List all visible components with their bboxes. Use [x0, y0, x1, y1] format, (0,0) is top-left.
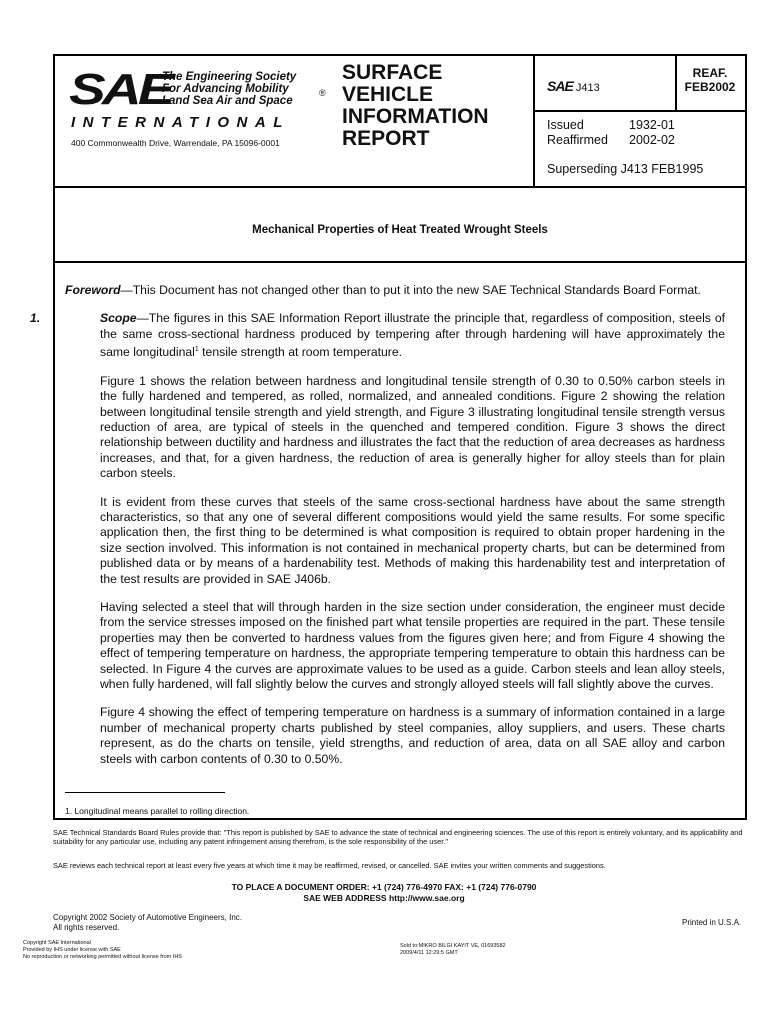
footnote-rule [65, 792, 225, 793]
doc-sae-logo: SAE [547, 78, 573, 94]
header-divider [533, 56, 535, 186]
rights-reserved: All rights reserved. [53, 923, 120, 932]
body-paragraph: It is evident from these curves that steels of the same cross-sectional hardness have about the same strength characteristics, so that any one of several different compositions would yield the same results. For some specific application then, the first thing to be determined is what composition is required to obtain proper hardening in the size section involved. This information is not contained in mechanical property charts, but can be determined from published data or by means of a hardenability test. Methods of making this hardenability test and interpretation of the test results are provided in SAE J406b. [100, 494, 725, 586]
issued-value: 1932-01 [629, 118, 675, 132]
superseding-note: Superseding J413 FEB1995 [547, 162, 704, 176]
foreword-label: Foreword [65, 283, 121, 297]
registered-mark: ® [319, 88, 326, 98]
report-type-line: SURFACE [342, 61, 443, 84]
scope-paragraph [30, 311, 725, 360]
scope-text-end: tensile strength at room temperature. [198, 345, 402, 360]
license-line: No reproduction or networking permitted without license from IHS [23, 954, 182, 960]
license-line: Copyright SAE International [23, 940, 91, 946]
sae-logo-block [69, 65, 331, 158]
sold-to-notice [400, 943, 506, 957]
scope-text: —The figures in this SAE Information Report illustrate the principle that, regardless of composition, steels of the same cross-sectional hardness produced by tempering after through hardening will have approximately the same longitudinal [100, 311, 725, 360]
report-type-line: VEHICLE [342, 83, 434, 106]
reaf-date: FEB2002 [684, 80, 736, 94]
reaf-label: REAF. [692, 66, 728, 80]
section-number: 1. [30, 311, 41, 326]
document-body [30, 283, 725, 780]
standards-rules-note: SAE Technical Standards Board Rules provide that: "This report is published by SAE to advance the state of technical and engineering sciences. The use of this report is entirely voluntary, and its applicability and suitability for any particular use, including any patent infringement arising therefrom, is the sole responsibility of the user." [53, 828, 743, 846]
footnote-ref: 1 [194, 346, 199, 354]
sae-tagline: The Engineering Society For Advancing Mobility Land Sea Air and Space [162, 71, 297, 107]
international-wordmark: INTERNATIONAL [71, 114, 290, 131]
printed-in: Printed in U.S.A. [682, 918, 742, 927]
document-frame [30, 54, 747, 820]
doc-number-text: J413 [575, 82, 600, 94]
body-paragraph: Figure 1 shows the relation between hardness and longitudinal tensile strength of 0.30 to 0.50% carbon steels in the fully hardened and tempered, as rolled, normalized, and annealed conditions. Figure 2 showing the relation between longitudinal tensile strength and yield strength, and Figure 3 illustrating longitudinal tensile strength versus reduction of area, are typical of steels in the quenched and tempered condition. Figure 3 shows the direct relationship between ductility and hardness and illustrates the fact that the reduction of area decreases as hardness increases, and that, for a given hardness, the reduction of area is generally higher for alloy steels than for plain carbon steels. [100, 373, 725, 481]
sold-to-line: Sold to:MIKRO BILGI KAYIT VE, 01693582 [400, 943, 506, 949]
body-paragraph: Having selected a steel that will through harden in the size section under consideration, the engineer must decide from the service stresses imposed on the finished part what tensile properties are required in the part. These tensile properties may then be converted to hardness values from the figures given here; and from Figure 4 showing the effect of tempering temperature on hardness, the appropriate tempering temperature to obtain this hardness can be selected. In Figure 4 the curves are approximate values to be used as a guide. Carbon steels and lean alloy steels, when fully hardened, will fall slightly below the curves and strongly alloyed steels will fall slightly above the curves. [100, 599, 725, 691]
title-divider-top [55, 186, 745, 188]
report-type-line: INFORMATION [342, 105, 489, 128]
scope-label: Scope [100, 311, 137, 326]
header-divider [533, 110, 747, 112]
issued-label: Issued [547, 118, 584, 132]
web-address: SAE WEB ADDRESS http://www.sae.org [303, 893, 465, 903]
sae-address: 400 Commonwealth Drive, Warrendale, PA 15096-0001 [71, 138, 280, 148]
foreword-text: —This Document has not changed other than to put it into the new SAE Technical Standards Board Format. [120, 283, 701, 297]
footnote: 1. Longitudinal means parallel to rolling direction. [65, 806, 250, 816]
copyright: Copyright 2002 Society of Automotive Engineers, Inc. [53, 913, 242, 922]
issue-dates [547, 118, 675, 148]
document-number [547, 78, 600, 94]
review-note: SAE reviews each technical report at least every five years at which time it may be reaffirmed, revised, or cancelled. SAE invites your written comments and suggestions. [53, 861, 606, 870]
foreword-paragraph [65, 283, 725, 298]
report-type-line: REPORT [342, 127, 430, 150]
document-title: Mechanical Properties of Heat Treated Wrought Steels [252, 224, 548, 236]
reaffirmed-value: 2002-02 [629, 133, 675, 147]
title-divider-bottom [55, 261, 745, 263]
order-info: TO PLACE A DOCUMENT ORDER: +1 (724) 776-4970 FAX: +1 (724) 776-0790 [231, 882, 537, 892]
sold-to-line: 2009/4/11 12:29:5 GMT [400, 950, 458, 956]
reaffirmation-stamp [677, 66, 743, 94]
report-type [342, 62, 489, 150]
sae-logo: SAE [69, 65, 171, 114]
license-notice [23, 940, 182, 961]
license-line: Provided by IHS under license with SAE [23, 947, 121, 953]
reaffirmed-label: Reaffirmed [547, 133, 608, 147]
body-paragraph: Figure 4 showing the effect of tempering temperature on hardness is a summary of information contained in a large number of mechanical property charts published by steel companies, alloy suppliers, and users. These charts represent, as do the charts on tensile, yield strengths, and reduction of area, data on all SAE alloy and carbon steels with carbon contents of 0.30 to 0.50%. [100, 705, 725, 766]
